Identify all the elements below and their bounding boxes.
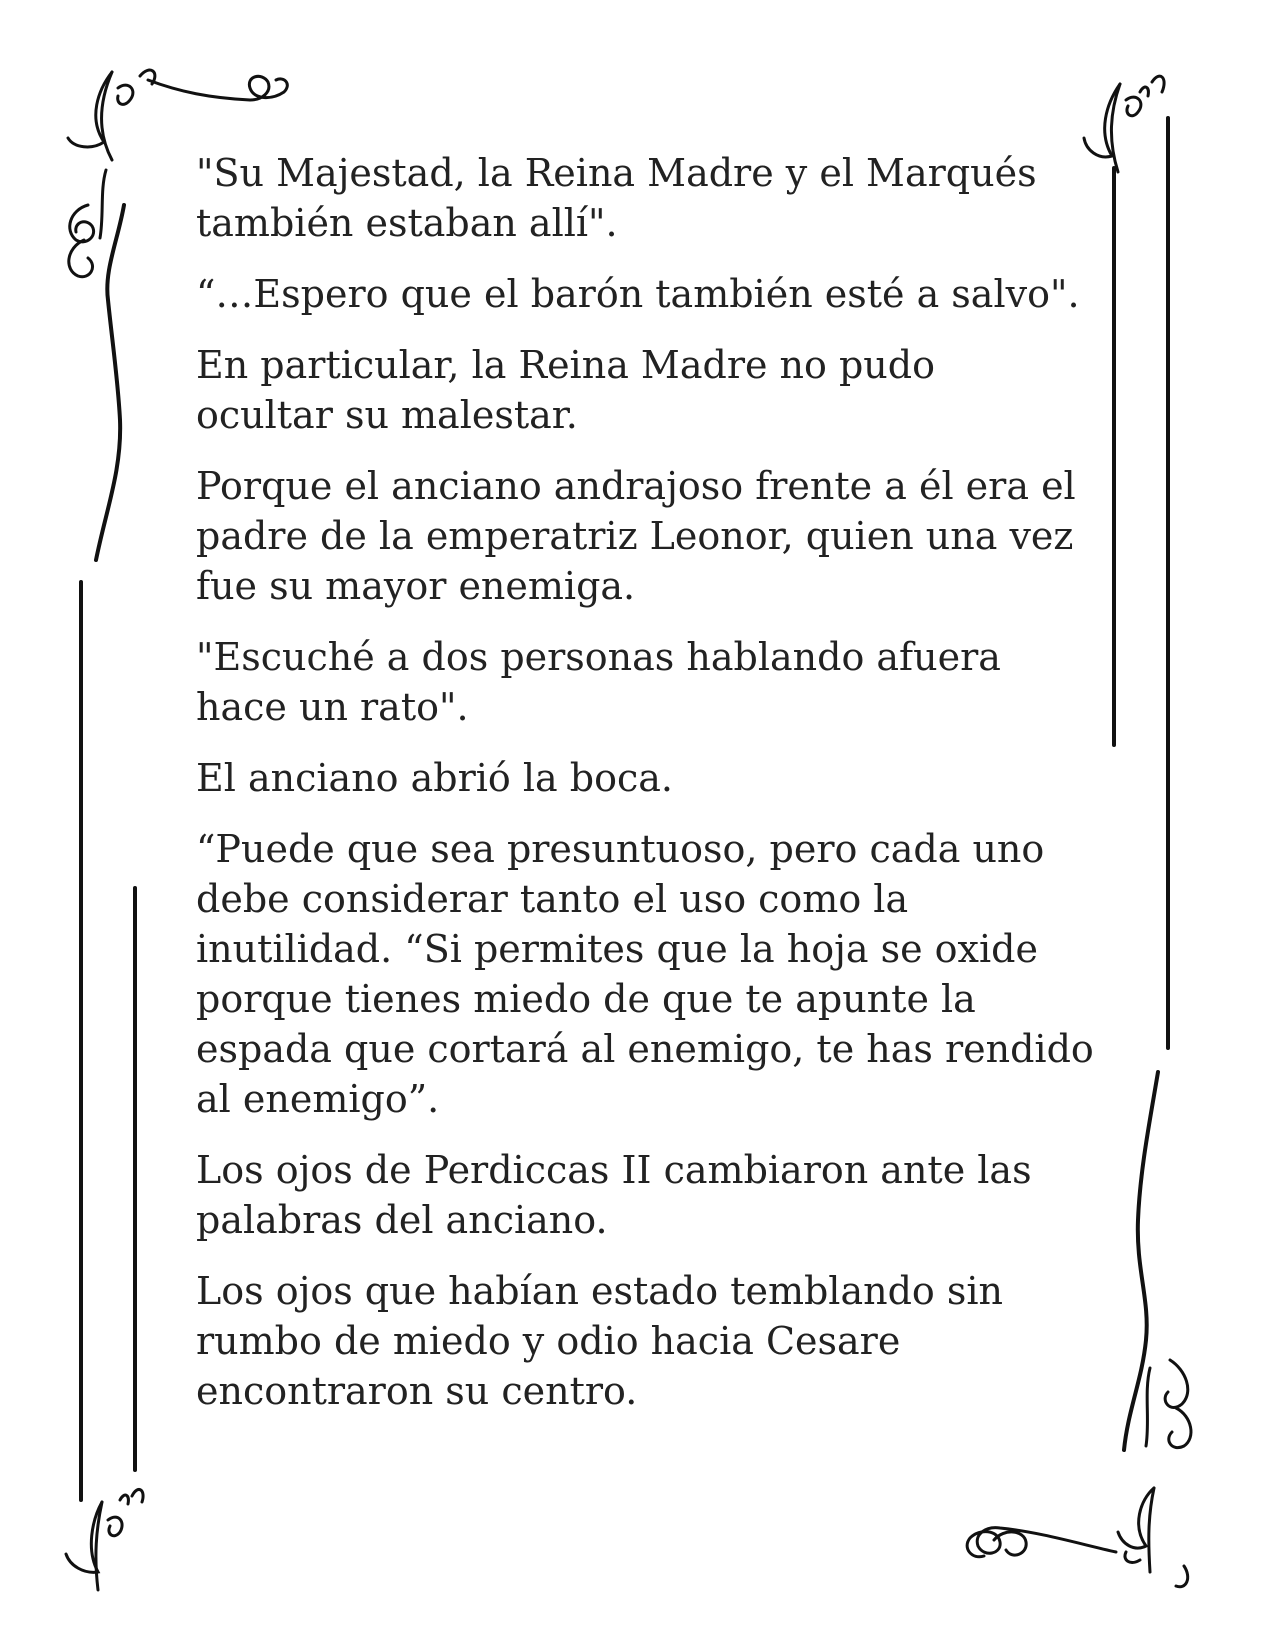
text-line: al enemigo”. xyxy=(196,1077,440,1121)
text-line: En particular, la Reina Madre no pudo xyxy=(196,343,935,387)
text-line: también estaban allí". xyxy=(196,201,618,245)
text-line: padre de la emperatriz Leonor, quien una vez xyxy=(196,514,1074,558)
text-line: “…Espero que el barón también esté a salvo". xyxy=(196,272,1080,316)
text-line: encontraron su centro. xyxy=(196,1369,638,1413)
text-line: Los ojos que habían estado temblando sin xyxy=(196,1269,1003,1313)
text-line: debe considerar tanto el uso como la xyxy=(196,877,909,921)
right-lower-vine xyxy=(1124,1072,1158,1450)
text-line: El anciano abrió la boca. xyxy=(196,756,673,800)
paragraph-5 xyxy=(176,632,1106,732)
text-line: rumbo de miedo y odio hacia Cesare xyxy=(196,1319,901,1363)
text-line: Porque el anciano andrajoso frente a él era el xyxy=(196,464,1076,508)
text-line: fue su mayor enemiga. xyxy=(196,564,636,608)
paragraph-4 xyxy=(176,461,1106,611)
paragraph-7 xyxy=(176,824,1106,1124)
text-line: palabras del anciano. xyxy=(196,1198,608,1242)
text-line: ocultar su malestar. xyxy=(196,393,578,437)
paragraph-1 xyxy=(176,148,1106,248)
left-upper-vine xyxy=(96,205,124,560)
paragraph-8 xyxy=(176,1145,1106,1245)
bottom-left-flourish xyxy=(66,1489,143,1590)
paragraph-6 xyxy=(176,753,1106,803)
text-line: espada que cortará al enemigo, te has rendido xyxy=(196,1027,1094,1071)
text-line: "Su Majestad, la Reina Madre y el Marqués xyxy=(196,151,1037,195)
paragraph-3 xyxy=(176,340,1106,440)
paragraph-2 xyxy=(176,269,1106,319)
text-line: hace un rato". xyxy=(196,685,469,729)
text-line: “Puede que sea presuntuoso, pero cada uno xyxy=(196,827,1045,871)
text-line: Los ojos de Perdiccas II cambiaron ante las xyxy=(196,1148,1032,1192)
text-line: "Escuché a dos personas hablando afuera xyxy=(196,635,1001,679)
body-text xyxy=(176,148,1106,1437)
paragraph-9 xyxy=(176,1266,1106,1416)
text-line: porque tienes miedo de que te apunte la xyxy=(196,977,976,1021)
text-line: inutilidad. “Si permites que la hoja se oxide xyxy=(196,927,1038,971)
